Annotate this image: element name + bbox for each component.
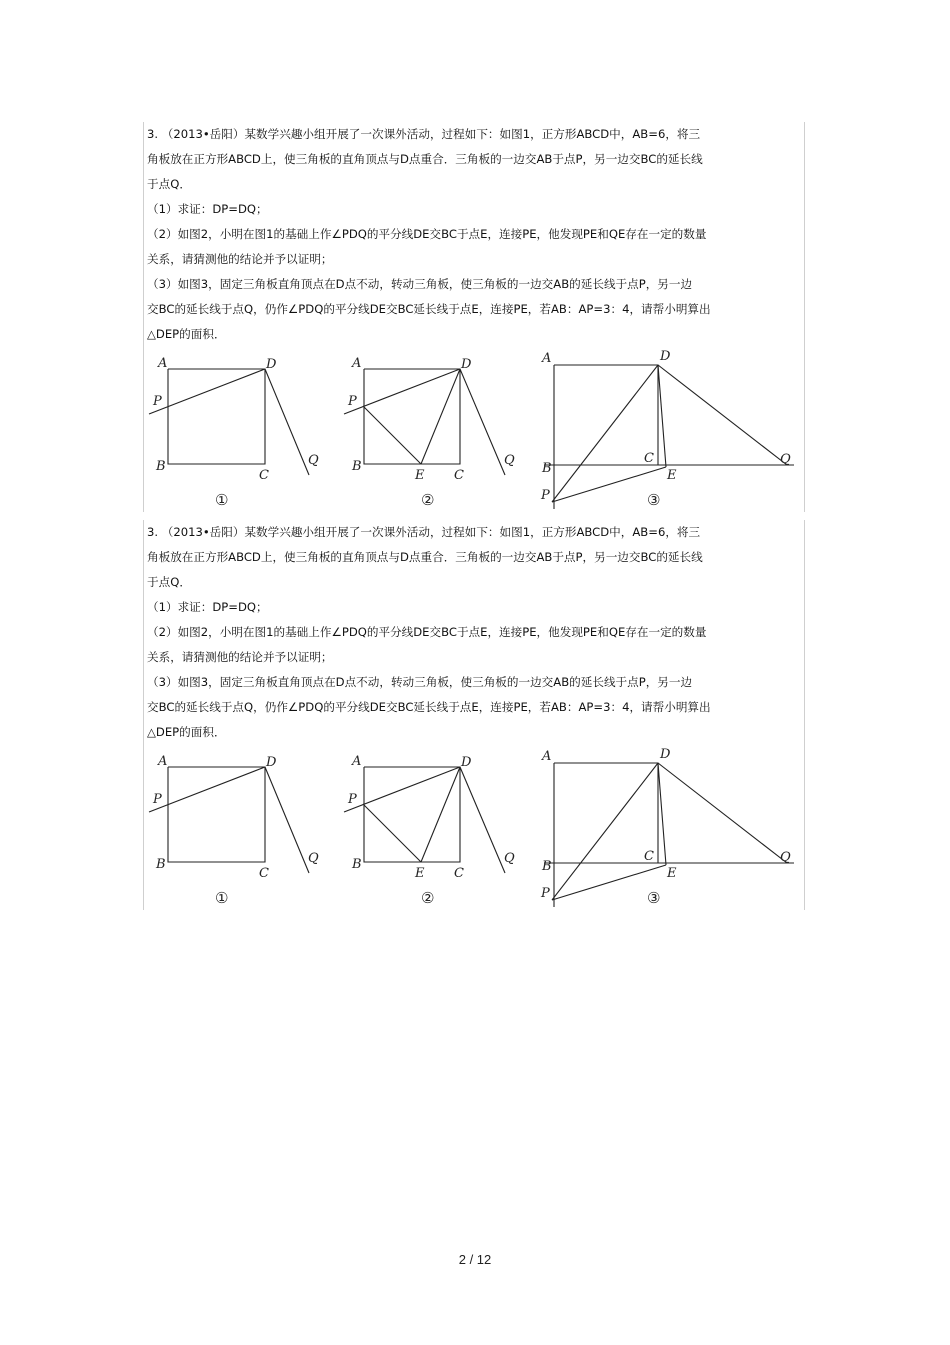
problem-line: （3）如图3，固定三角板直角顶点在D点不动，转动三角板，使三角板的一边交AB的延长线于点P，另一边 — [147, 675, 693, 689]
label-E: E — [415, 468, 425, 483]
figure-number: ② — [421, 889, 435, 907]
label-C: C — [454, 468, 464, 483]
label-C: C — [259, 866, 269, 881]
problem-line: 关系，请猜测他的结论并予以证明； — [147, 252, 333, 266]
label-P: P — [153, 792, 162, 807]
label-P: P — [348, 394, 357, 409]
figure-1-lines — [149, 369, 309, 475]
figure-number: ② — [421, 491, 435, 509]
label-Q: Q — [504, 851, 515, 866]
label-B: B — [156, 459, 166, 474]
problem-line: 交BC的延长线于点Q，仍作∠PDQ的平分线DE交BC延长线于点E，连接PE，若AB：AP=3：4，请帮小明算出 — [147, 302, 711, 316]
label-D: D — [266, 755, 277, 770]
problem-line: （3）如图3，固定三角板直角顶点在D点不动，转动三角板，使三角板的一边交AB的延长线于点P，另一边 — [147, 277, 693, 291]
label-C: C — [454, 866, 464, 881]
label-P: P — [541, 488, 550, 503]
label-A: A — [352, 754, 362, 769]
problem-line: 交BC的延长线于点Q，仍作∠PDQ的平分线DE交BC延长线于点E，连接PE，若AB：AP=3：4，请帮小明算出 — [147, 700, 711, 714]
problem-line: （1）求证：DP=DQ； — [147, 600, 268, 614]
figure-3-lines — [544, 763, 794, 907]
label-Q: Q — [308, 851, 319, 866]
label-B: B — [156, 857, 166, 872]
label-Q: Q — [308, 453, 319, 468]
figure-2-lines — [344, 369, 505, 475]
problem-line: 3. （2013•岳阳）某数学兴趣小组开展了一次课外活动，过程如下：如图1，正方形ABCD中，AB=6，将三 — [147, 525, 701, 539]
problem-line: （2）如图2，小明在图1的基础上作∠PDQ的平分线DE交BC于点E，连接PE，他发现PE和QE存在一定的数量 — [147, 227, 707, 241]
geometry-figures — [144, 347, 804, 512]
problem-line: 3. （2013•岳阳）某数学兴趣小组开展了一次课外活动，过程如下：如图1，正方形ABCD中，AB=6，将三 — [147, 127, 701, 141]
figure-number: ③ — [647, 491, 661, 509]
label-B: B — [542, 461, 552, 476]
label-C: C — [259, 468, 269, 483]
geometry-figures — [144, 745, 804, 910]
problem-line: 角板放在正方形ABCD上，使三角板的直角顶点与D点重合．三角板的一边交AB于点P，另一边交BC的延长线 — [147, 550, 703, 564]
problem-line: △DEP的面积． — [147, 725, 226, 739]
problem-block-2 — [143, 520, 805, 910]
problem-line: （2）如图2，小明在图1的基础上作∠PDQ的平分线DE交BC于点E，连接PE，他发现PE和QE存在一定的数量 — [147, 625, 707, 639]
label-A: A — [352, 356, 362, 371]
problem-line: 角板放在正方形ABCD上，使三角板的直角顶点与D点重合．三角板的一边交AB于点P，另一边交BC的延长线 — [147, 152, 703, 166]
label-P: P — [348, 792, 357, 807]
figure-3-lines — [544, 365, 794, 509]
label-P: P — [153, 394, 162, 409]
problem-line: △DEP的面积． — [147, 327, 226, 341]
figure-number: ① — [215, 889, 229, 907]
label-P: P — [541, 886, 550, 901]
label-E: E — [667, 866, 677, 881]
problem-line: 于点Q． — [147, 575, 191, 589]
problem-line: 于点Q． — [147, 177, 191, 191]
label-A: A — [542, 749, 552, 764]
label-E: E — [415, 866, 425, 881]
label-D: D — [461, 755, 472, 770]
figures-row — [144, 347, 804, 512]
label-A: A — [542, 351, 552, 366]
problem-text — [147, 122, 804, 347]
problem-block-1 — [143, 122, 805, 512]
problem-line: 关系，请猜测他的结论并予以证明； — [147, 650, 333, 664]
label-B: B — [542, 859, 552, 874]
label-C: C — [644, 451, 654, 466]
label-Q: Q — [780, 850, 791, 865]
figures-row — [144, 745, 804, 910]
figure-2-lines — [344, 767, 505, 873]
label-D: D — [660, 747, 671, 762]
label-B: B — [352, 459, 362, 474]
label-E: E — [667, 468, 677, 483]
label-A: A — [158, 754, 168, 769]
page-number: 2 / 12 — [458, 1252, 492, 1267]
problem-text — [147, 520, 804, 745]
label-B: B — [352, 857, 362, 872]
figure-1-lines — [149, 767, 309, 873]
figure-number: ① — [215, 491, 229, 509]
label-Q: Q — [780, 452, 791, 467]
label-A: A — [158, 356, 168, 371]
label-D: D — [266, 357, 277, 372]
problem-line: （1）求证：DP=DQ； — [147, 202, 268, 216]
label-D: D — [461, 357, 472, 372]
figure-number: ③ — [647, 889, 661, 907]
label-D: D — [660, 349, 671, 364]
label-Q: Q — [504, 453, 515, 468]
label-C: C — [644, 849, 654, 864]
